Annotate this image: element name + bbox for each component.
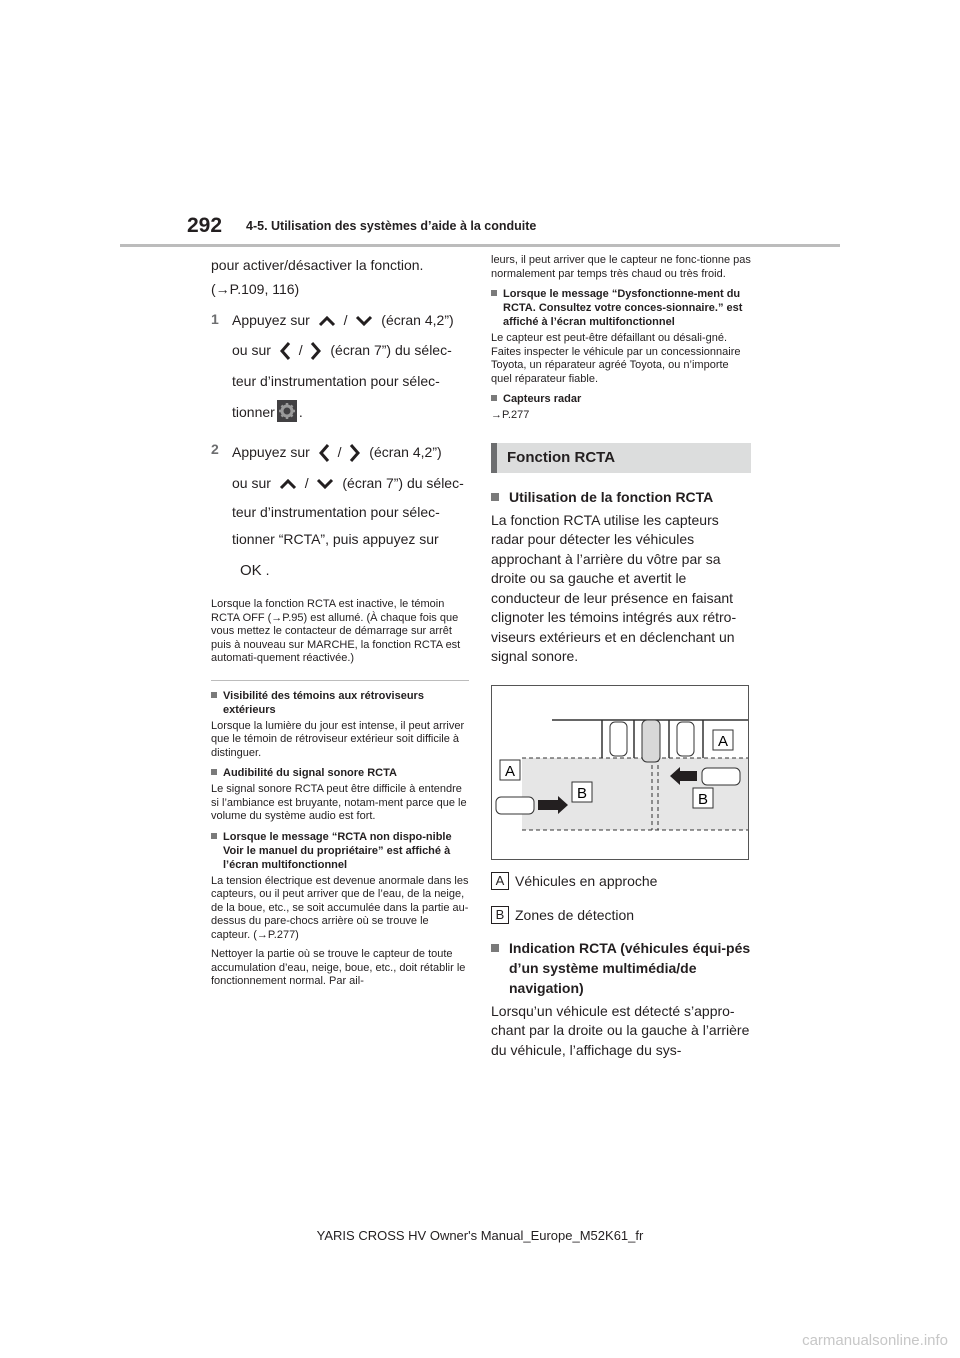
page-number: 292: [187, 214, 223, 237]
heading-unavailable: Lorsque le message “RCTA non dispo-nible Voir le manuel du propriétaire” est affiché à l’écran multifonctionnel: [211, 830, 469, 872]
header-rule: [120, 244, 840, 247]
step-2-slash: /: [337, 444, 342, 460]
section-title-bar: [491, 443, 751, 473]
step-1-slash: /: [343, 312, 348, 328]
section-title: Fonction RCTA: [507, 449, 616, 466]
step-1: [211, 307, 469, 429]
heading-radar: Capteurs radar: [491, 392, 751, 406]
bullet-square-icon: [211, 833, 217, 839]
paragraph-indication: Lorsqu’un véhicule est détecté s’appro-chant par la droite ou la gauche à l’arrière du véhicule, l’affichage du sys-: [491, 1002, 750, 1058]
bullet-square-icon: [491, 944, 499, 952]
heading-audibility: Audibilité du signal sonore RCTA: [211, 766, 469, 780]
paragraph-radar-ref: →P.277: [491, 409, 530, 421]
step-1-text-e: teur d’instrumentation pour sélec-: [232, 373, 440, 389]
paragraph-use-rcta: La fonction RCTA utilise les capteurs radar pour détecter les véhicules approchant à l’arrière du vôtre par sa droite ou sa gauche et avertit le conducteur de leur présence en faisant clignoter les témoins intégrés aux rétro-viseurs extérieurs et en déclenchant un signal sonore.: [491, 511, 737, 664]
step-2-text-a: Appuyez sur: [232, 444, 310, 460]
chapter-title: 4-5. Utilisation des systèmes d’aide à la conduite: [246, 219, 537, 233]
paragraph-malfunction: Le capteur est peut-être défaillant ou désali-gné. Faites inspecter le véhicule par un concessionnaire Toyota, un réparateur agréé Toyota, ou n’importe quel réparateur fiable.: [491, 332, 741, 385]
step-1-number: 1: [211, 311, 219, 327]
rcta-diagram: [491, 685, 749, 860]
parking-lot-illustration: [492, 686, 748, 859]
step-2-text-b: (écran 4,2”): [369, 444, 442, 460]
step-2-number: 2: [211, 441, 219, 457]
step-1-text-g: .: [298, 404, 303, 420]
footer-manual-title: YARIS CROSS HV Owner's Manual_Europe_M52K61_fr: [316, 1228, 644, 1243]
chevron-left-icon: [279, 341, 291, 361]
chevron-right-icon: [349, 443, 361, 463]
left-column: [211, 256, 469, 995]
step-2-text-c: ou sur: [232, 475, 271, 491]
note-divider: [211, 680, 469, 681]
chevron-up-icon: [279, 478, 297, 490]
paragraph-cleaning: Nettoyer la partie où se trouve le capteur de toute accumulation d’eau, neige, boue, etc., doit rétablir le fonctionnement normal. Par ail-: [211, 948, 466, 987]
label-b-right: B: [697, 790, 709, 808]
label-a-right: A: [717, 732, 729, 750]
chevron-up-icon: [318, 315, 336, 327]
legend-b-text: Zones de détection: [515, 906, 635, 923]
step-1-text-f: tionner: [232, 404, 275, 420]
chevron-right-icon: [310, 341, 322, 361]
bullet-square-icon: [211, 692, 217, 698]
bullet-square-icon: [211, 769, 217, 775]
intro-line-2: (→P.109, 116): [211, 280, 300, 297]
legend-a: [491, 872, 751, 890]
right-column: [491, 254, 751, 1060]
legend-b: [491, 906, 751, 924]
heading-indication: Indication RCTA (véhicules équi-pés d’un système multimédia/de navigation): [491, 938, 751, 998]
step-1-text-c: ou sur: [232, 342, 271, 358]
chevron-left-icon: [318, 443, 330, 463]
bullet-square-icon: [491, 493, 499, 501]
legend-a-text: Véhicules en approche: [515, 872, 658, 889]
legend-a-box: A: [491, 872, 509, 890]
heading-visibility: Visibilité des témoins aux rétroviseurs extérieurs: [211, 689, 469, 717]
legend-b-box: B: [491, 906, 509, 924]
paragraph-unavailable: La tension électrique est devenue anormale dans les capteurs, ou il peut arriver que de l’eau, de la neige, de la boue, etc., se soit accumulée dans la partie au-dessus du pare-chocs arrière où se trouve le capteur. (→P.277): [211, 874, 469, 941]
step-2-text-d: (écran 7”) du sélec-: [342, 475, 464, 491]
label-a-left: A: [504, 762, 516, 780]
step-2-text-f: tionner “RCTA”, puis appuyez sur: [232, 531, 439, 547]
intro-line-1: pour activer/désactiver la fonction.: [211, 257, 424, 273]
step-2-text-e: teur d’instrumentation pour sélec-: [232, 504, 440, 520]
step-1-text-a: Appuyez sur: [232, 312, 310, 328]
step-2-slash-2: /: [304, 475, 309, 491]
watermark: carmanualsonline.info: [802, 1332, 948, 1349]
step-1-text-b: (écran 4,2”): [381, 312, 454, 328]
paragraph-audibility: Le signal sonore RCTA peut être difficile à entendre si l’ambiance est bruyante, notam-ment parce que le volume du système audio est fort.: [211, 783, 467, 822]
heading-use-rcta: Utilisation de la fonction RCTA: [491, 487, 751, 507]
chevron-down-icon: [355, 315, 373, 327]
chevron-down-icon: [316, 478, 334, 490]
step-1-slash-2: /: [298, 342, 303, 358]
bullet-square-icon: [491, 395, 497, 401]
bullet-square-icon: [491, 290, 497, 296]
paragraph-visibility: Lorsque la lumière du jour est intense, il peut arriver que le témoin de rétroviseur extérieur soit difficile à distinguer.: [211, 719, 465, 759]
step-1-text-d: (écran 7”) du sélec-: [330, 342, 452, 358]
heading-malfunction: Lorsque le message “Dysfonctionne-ment du RCTA. Consultez votre conces-sionnaire.” est affiché à l’écran multifonctionnel: [491, 287, 751, 329]
rcta-note: Lorsque la fonction RCTA est inactive, le témoin RCTA OFF (→P.95) est allumé. (À chaque fois que vous mettez le contacteur de démarrage sur arrêt puis à nouveau sur MARCHE, la fonction RCTA est automati-quement réactivée.): [211, 598, 461, 664]
settings-gear-icon: [277, 400, 297, 422]
step-2-text-g: .: [265, 562, 270, 578]
ok-button-symbol: OK: [240, 562, 262, 579]
paragraph-continued: leurs, il peut arriver que le capteur ne fonc-tionne pas normalement par temps très chaud ou très froid.: [491, 254, 751, 280]
step-2: [211, 437, 469, 588]
label-b-left: B: [576, 784, 588, 802]
